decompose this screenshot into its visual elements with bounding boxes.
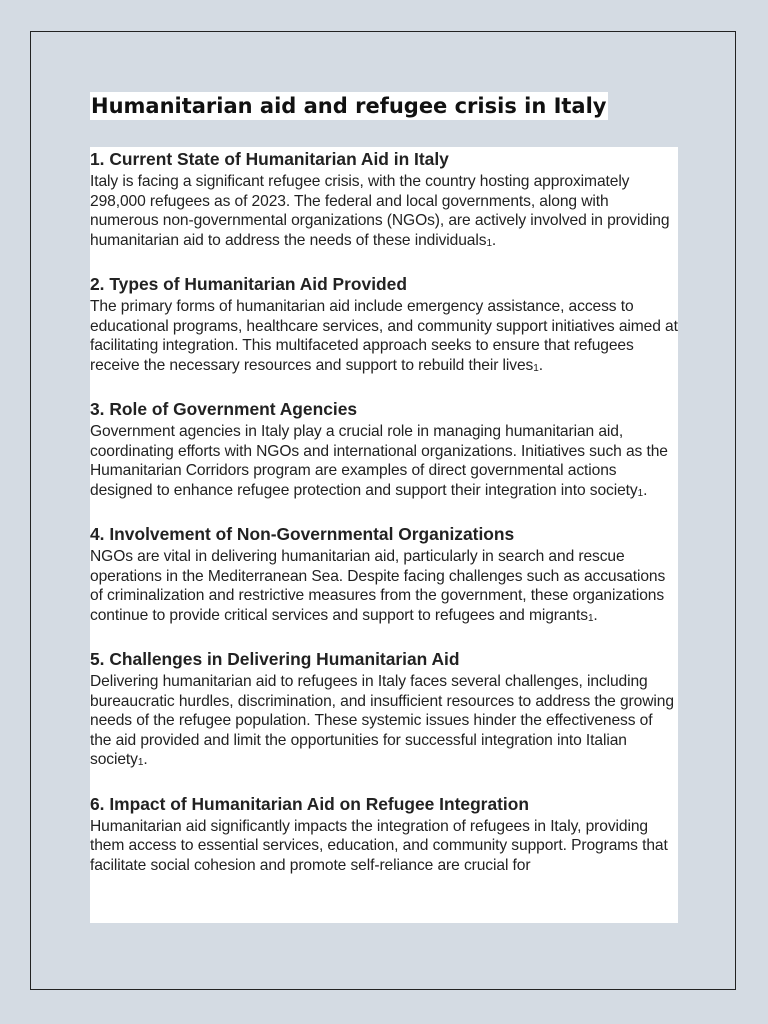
section-heading: 3. Role of Government Agencies <box>90 399 358 419</box>
section-paragraph <box>90 817 678 878</box>
paragraph-text: Delivering humanitarian aid to refugees in Italy faces several challenges, including bureaucratic hurdles, discrimination, and insufficient resources to address the growing needs of the refugee population. These systemic issues hinder the effectiveness of the aid provided and limit the opportunities for successful integration into Italian society <box>90 673 674 768</box>
section-types-of-aid <box>90 272 678 377</box>
paragraph-end: . <box>491 231 497 249</box>
citation-marker: 1 <box>637 487 644 499</box>
document-page <box>30 31 736 990</box>
document-body <box>90 147 678 923</box>
paragraph-end: . <box>143 751 148 768</box>
section-challenges <box>90 647 678 772</box>
section-paragraph <box>90 297 678 377</box>
section-heading: 4. Involvement of Non-Governmental Organizations <box>90 524 515 544</box>
section-government-agencies <box>90 397 678 502</box>
section-heading: 6. Impact of Humanitarian Aid on Refugee Integration <box>90 793 529 814</box>
paragraph-end: . <box>643 481 648 499</box>
paragraph-text: Italy is facing a significant refugee crisis, with the country hosting approximately 298,000 refugees as of 2023. The federal and local governments, along with numerous non-governmental organizations (NGOs), are actively involved in providing humanitarian aid to address the needs of these individuals <box>90 173 670 249</box>
section-paragraph <box>90 422 678 502</box>
citation-marker: 1 <box>486 237 492 249</box>
section-impact-on-integration <box>90 792 678 878</box>
section-paragraph <box>90 172 678 252</box>
paragraph-text: The primary forms of humanitarian aid include emergency assistance, access to educational programs, healthcare services, and community support initiatives aimed at facilitating integration. This multifaceted approach seeks to ensure that refugees receive the necessary resources and support to rebuild their lives <box>90 298 678 374</box>
section-heading: 2. Types of Humanitarian Aid Provided <box>90 274 407 294</box>
document-title: Humanitarian aid and refugee crisis in Italy <box>91 94 607 118</box>
paragraph-end: . <box>538 356 543 374</box>
citation-marker: 1 <box>137 757 144 768</box>
section-ngo-involvement <box>90 522 678 627</box>
citation-marker: 1 <box>533 362 539 374</box>
section-current-state <box>90 147 678 252</box>
paragraph-end: . <box>593 606 598 624</box>
section-paragraph <box>90 672 678 772</box>
section-paragraph <box>90 547 678 627</box>
section-heading: 5. Challenges in Delivering Humanitarian Aid <box>90 649 460 669</box>
section-heading: 1. Current State of Humanitarian Aid in Italy <box>90 149 449 169</box>
paragraph-text: NGOs are vital in delivering humanitarian aid, particularly in search and rescue operations in the Mediterranean Sea. Despite facing challenges such as accusations of criminalization and restrictive measures from the government, these organizations continue to provide critical services and support to refugees and migrants <box>90 548 666 624</box>
citation-marker: 1 <box>587 612 594 624</box>
paragraph-text: Humanitarian aid significantly impacts the integration of refugees in Italy, providing them access to essential services, education, and community support. Programs that facilitate social cohesion and promote self-reliance are crucial for <box>90 817 668 874</box>
paragraph-text: Government agencies in Italy play a crucial role in managing humanitarian aid, coordinating efforts with NGOs and international organizations. Initiatives such as the Humanitarian Corridors program are examples of direct governmental actions designed to enhance refugee protection and support their integration into society <box>90 423 668 499</box>
